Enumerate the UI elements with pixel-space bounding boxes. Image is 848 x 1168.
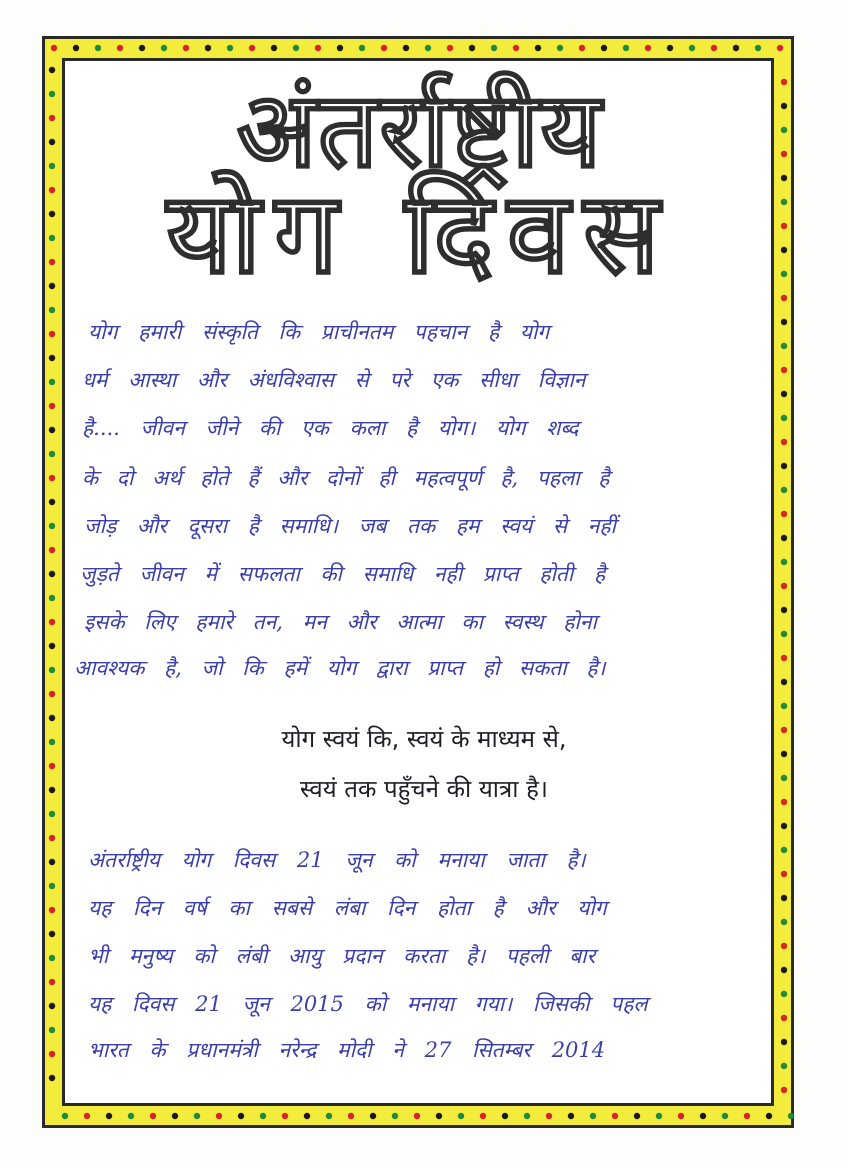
paragraph-line: जुड़ते जीवन में सफलता की समाधि नही प्राप्त होती है xyxy=(80,562,606,586)
paragraph-line: भी मनुष्य को लंबी आयु प्रदान करता है। पहली बार xyxy=(88,944,596,968)
poster-title-line-2: योग दिवस xyxy=(166,169,674,299)
paragraph-line: यह दिवस 21 जून 2015 को मनाया गया। जिसकी पहल xyxy=(88,992,648,1016)
paragraph-line: जोड़ और दूसरा है समाधि। जब तक हम स्वयं से नहीं xyxy=(84,514,616,538)
paragraph-line: इसके लिए हमारे तन, मन और आत्मा का स्वस्थ होना xyxy=(84,610,597,634)
paragraph-line: यह दिन वर्ष का सबसे लंबा दिन होता है और योग xyxy=(88,896,607,920)
paragraph-line: धर्म आस्था और अंधविश्वास से परे एक सीधा विज्ञान xyxy=(82,368,586,392)
quote-line: योग स्वयं कि, स्वयं के माध्यम से, xyxy=(281,725,567,753)
quote-line: स्वयं तक पहुँचने की यात्रा है। xyxy=(300,775,548,803)
poster-title-line-1: अंतर्राष्ट्रीय xyxy=(236,69,604,191)
paragraph-line: के दो अर्थ होते हैं और दोनों ही महत्वपूर्ण है, पहला है xyxy=(82,466,610,490)
paragraph-line: योग हमारी संस्कृति कि प्राचीनतम पहचान है योग xyxy=(88,320,550,344)
paragraph-line: है.... जीवन जीने की एक कला है योग। योग शब्द xyxy=(82,416,579,440)
paragraph-line: भारत के प्रधानमंत्री नरेन्द्र मोदी ने 27 सितम्बर 2014 xyxy=(88,1038,606,1062)
paragraph-line: अंतर्राष्ट्रीय योग दिवस 21 जून को मनाया जाता है। xyxy=(88,848,586,872)
paragraph-line: आवश्यक है, जो कि हमें योग द्वारा प्राप्त हो सकता है। xyxy=(74,656,606,680)
